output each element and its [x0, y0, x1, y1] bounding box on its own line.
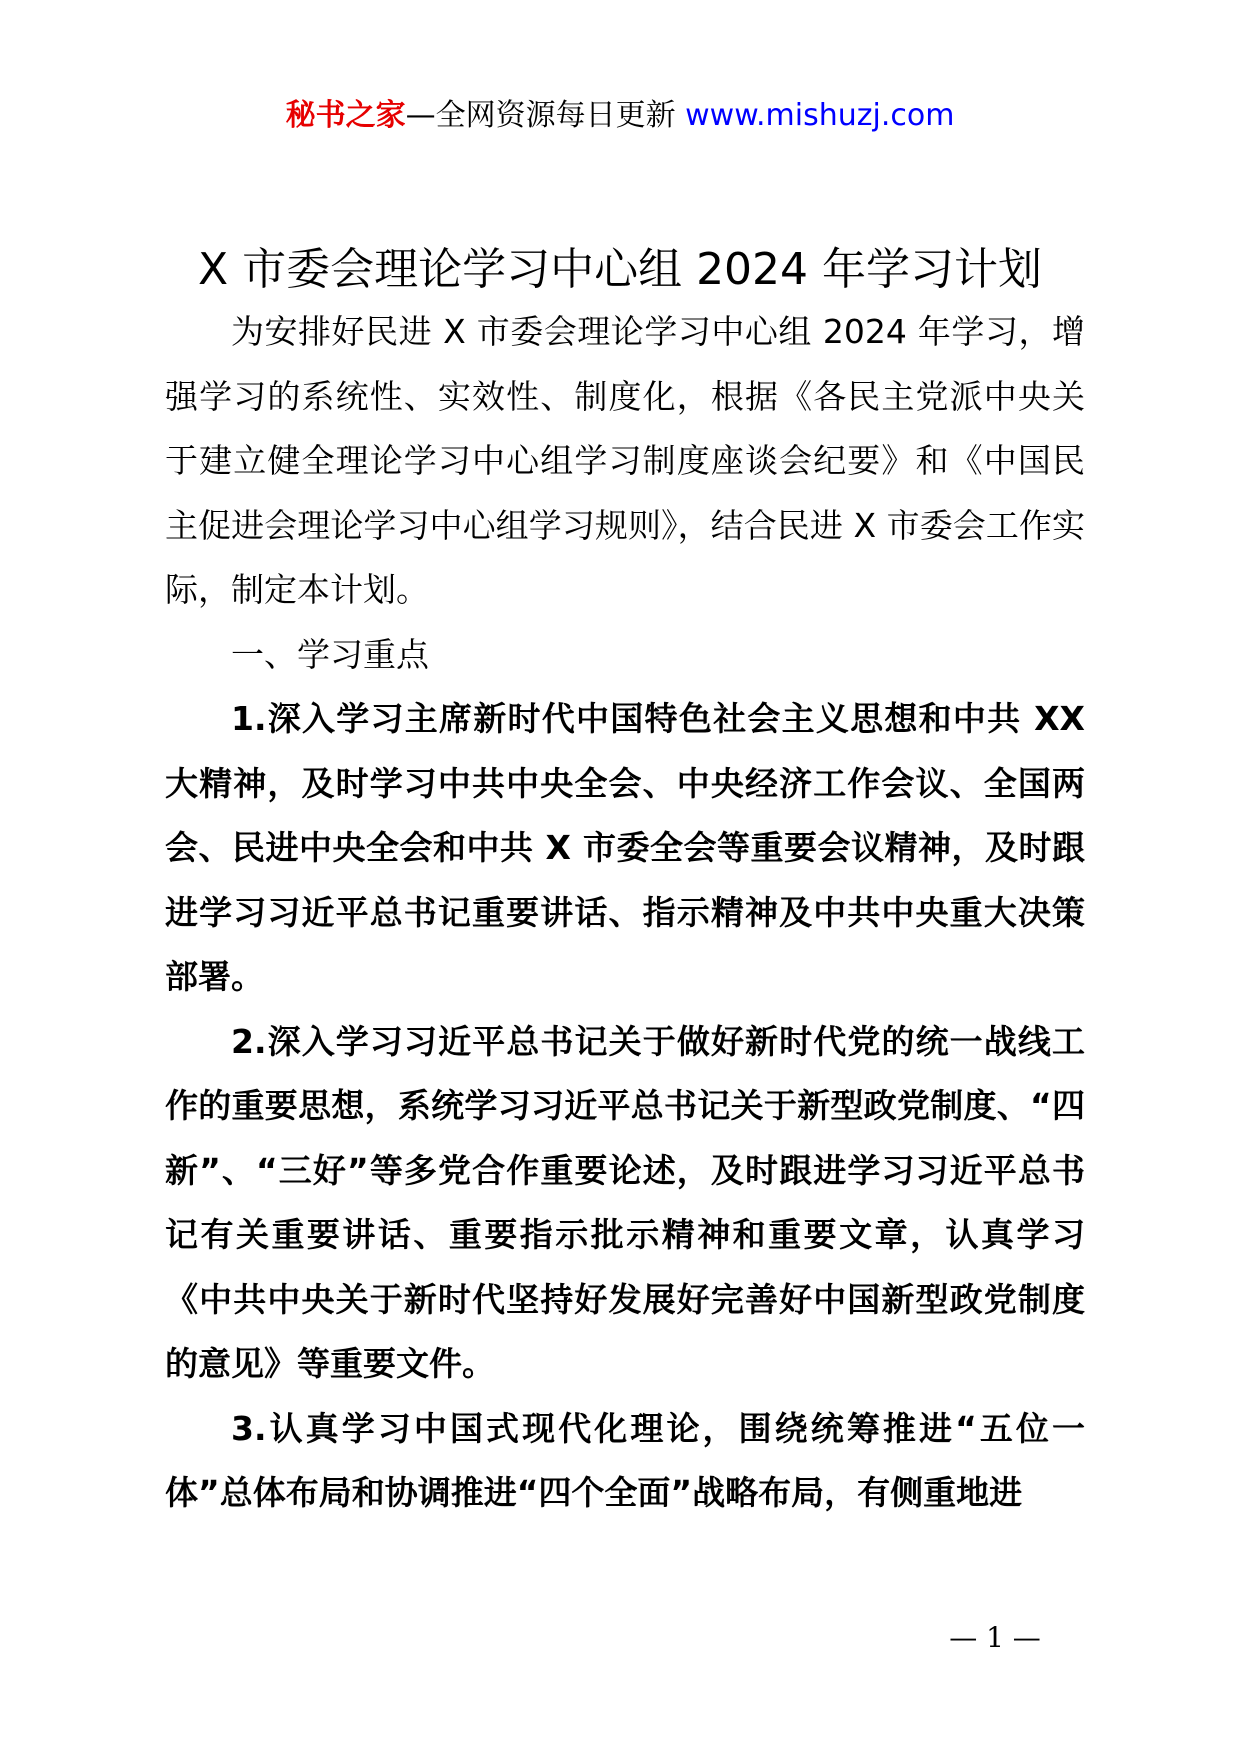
- site-brand: 秘书之家: [285, 98, 406, 133]
- study-item-3: 3.认真学习中国式现代化理论，围绕统筹推进“五位一体”总体布局和协调推进“四个全面”战略布局，有侧重地进: [165, 1408, 1085, 1512]
- site-banner: [0, 96, 1240, 136]
- document-title: X 市委会理论学习中心组 2024 年学习计划: [197, 244, 1043, 295]
- study-item-2: 2.深入学习习近平总书记关于做好新时代党的统一战线工作的重要思想，系统学习习近平总书记关于新型政党制度、“四新”、“三好”等多党合作重要论述，及时跟进学习习近平总书记有关重要讲话、重要指示批示精神和重要文章，认真学习《中共中央关于新时代坚持好发展好完善好中国新型政党制度的意见》等重要文件。: [165, 1021, 1085, 1383]
- site-url-link[interactable]: www.mishuzj.com: [685, 98, 955, 133]
- study-item-1: 1.深入学习主席新时代中国特色社会主义思想和中共 XX 大精神，及时学习中共中央全会、中央经济工作会议、全国两会、民进中央全会和中共 X 市委全会等重要会议精神，及时跟进学习习近平总书记重要讲话、指示精神及中共中央重大决策部署。: [165, 699, 1085, 996]
- document-body: [165, 300, 1085, 1526]
- section-heading: 一、学习重点: [231, 634, 429, 674]
- site-slogan: —全网资源每日更新: [405, 98, 686, 133]
- page-number: — 1 —: [949, 1621, 1041, 1654]
- intro-paragraph: 为安排好民进 X 市委会理论学习中心组 2024 年学习，增强学习的系统性、实效性、制度化，根据《各民主党派中央关于建立健全理论学习中心组学习制度座谈会纪要》和《中国民主促进会理论学习中心组学习规则》，结合民进 X 市委会工作实际，制定本计划。: [165, 312, 1085, 609]
